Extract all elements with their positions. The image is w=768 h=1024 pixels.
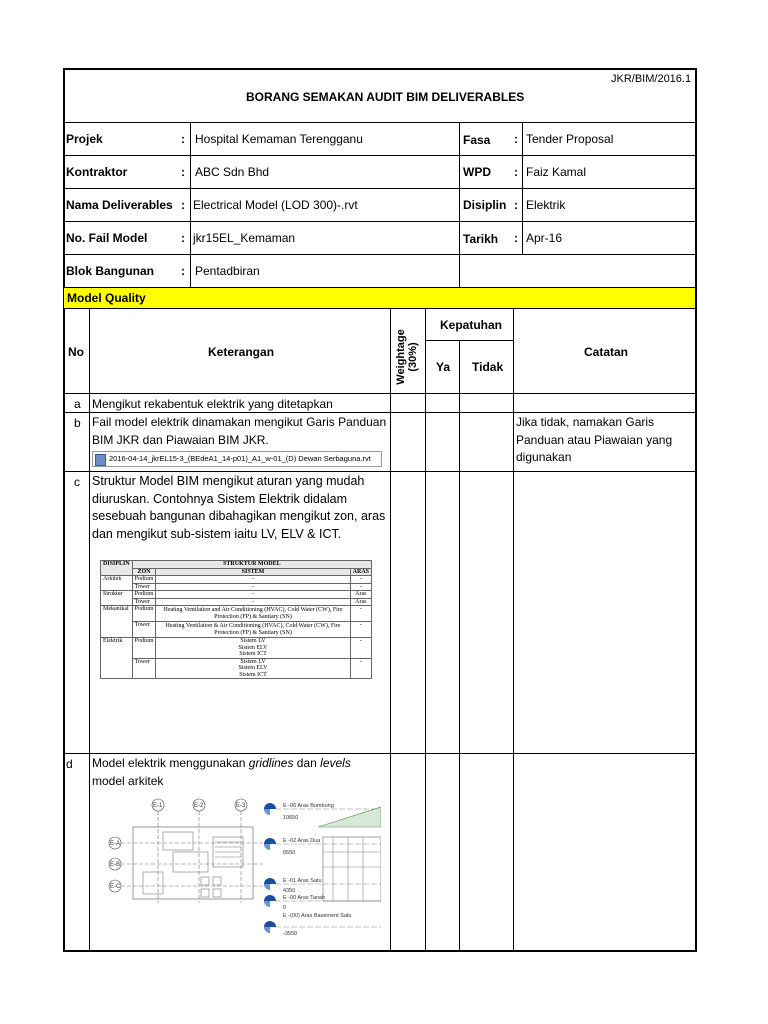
level-2-name: E -02 Aras Dua xyxy=(283,838,321,844)
frame-bottom xyxy=(63,950,697,952)
header-catatan: Catatan xyxy=(584,345,629,359)
wpd-value: Faiz Kamal xyxy=(526,165,587,179)
frame-right xyxy=(695,68,697,952)
header-keterangan: Keterangan xyxy=(208,345,275,359)
level-3-value: 4350 xyxy=(283,888,296,894)
level-1-value: 10650 xyxy=(283,815,299,821)
projek-label: Projek xyxy=(66,132,103,146)
frame-top xyxy=(63,68,697,70)
row-b-no: b xyxy=(74,416,81,430)
level-5-value: -3550 xyxy=(283,931,298,937)
header-tidak: Tidak xyxy=(472,360,504,374)
row-d-no: d xyxy=(66,757,73,771)
frame-left xyxy=(63,68,65,952)
no-fail-value: jkr15EL_Kemaman xyxy=(193,231,296,245)
level-4-value: 0 xyxy=(283,905,287,911)
grid-label-e1: E-1 xyxy=(153,803,163,809)
row-a-no: a xyxy=(74,397,81,411)
colon: : xyxy=(514,165,518,179)
header-kepatuhan: Kepatuhan xyxy=(440,318,503,332)
colon: : xyxy=(181,264,185,278)
projek-value: Hospital Kemaman Terengganu xyxy=(195,132,363,146)
colon: : xyxy=(514,231,518,245)
header-ya: Ya xyxy=(436,360,451,374)
fasa-value: Tender Proposal xyxy=(526,132,614,146)
revit-file-icon xyxy=(95,454,106,466)
level-4-name: E -00 Aras Tanah xyxy=(283,895,326,901)
colon: : xyxy=(181,198,185,212)
title-divider xyxy=(63,122,697,123)
struktur-model-table: DISIPLIN STRUKTUR MODEL ZON SISTEM ARAS Arkitek Podium - - Tower - - Struktur Podium - Aras Tower - Aras Mekanikal Podium Heating Ventilation and Air Conditioning (HVAC), Cold Water (CW), Fire Protection (FP) & Sanitary (SN) - Tower Heating Ventilation & Air Conditioning (HVAC), Cold Water (CW), Fire Protection (FP) & Sanitary (SN) - Elektrik Podium Sistem LV Sistem ELV Sistem ICT - Tower Sistem LV Sistem ELV Sistem ICT - xyxy=(100,560,372,679)
kontraktor-label: Kontraktor xyxy=(66,165,128,179)
row-b-note: Jika tidak, namakan Garis Panduan atau Piawaian yang digunakan xyxy=(516,415,673,464)
row-c-text: Struktur Model BIM mengikut aturan yang mudah diuruskan. Contohnya Sistem Elektrik didalam sesebuah bangunan dibahagikan mengikut zon, aras dan mengikut sub-sistem iaitu LV, ELV & ICT. xyxy=(92,474,386,541)
gridline-plan-image xyxy=(103,797,263,903)
header-weightage: Weightage (30%) xyxy=(395,329,419,385)
colon: : xyxy=(181,231,185,245)
tarikh-value: Apr-16 xyxy=(526,231,563,245)
level-2-value: 6550 xyxy=(283,850,296,856)
colon: : xyxy=(514,132,518,146)
fasa-label: Fasa xyxy=(463,133,491,147)
kontraktor-value: ABC Sdn Bhd xyxy=(195,165,270,179)
section-header-bg xyxy=(64,288,695,308)
disiplin-value: Elektrik xyxy=(526,198,566,212)
file-reference: 2016-04-14_jkrEL15-3_(BEdeA1_14-p01)_A1_w-01_(D) Dewan Serbaguna.rvt xyxy=(92,451,382,467)
grid-label-e3: E-3 xyxy=(236,803,246,809)
header-no: No xyxy=(68,345,84,359)
row-b-text: Fail model elektrik dinamakan mengikut Garis Panduan BIM JKR dan Piawaian BIM JKR. xyxy=(92,415,387,447)
grid-label-ea: E-A xyxy=(110,841,121,847)
row-d-text: Model elektrik menggunakan gridlines dan levels model arkitek xyxy=(92,756,351,788)
blok-label: Blok Bangunan xyxy=(66,264,155,278)
form-title: BORANG SEMAKAN AUDIT BIM DELIVERABLES xyxy=(246,90,525,104)
nama-deliverables-value: Electrical Model (LOD 300)-.rvt xyxy=(193,198,358,212)
nama-deliverables-label: Nama Deliverables xyxy=(66,198,173,212)
row-a-text: Mengikut rekabentuk elektrik yang ditetapkan xyxy=(92,397,333,411)
disiplin-label: Disiplin xyxy=(463,198,507,212)
grid-label-eb: E-B xyxy=(110,862,121,868)
tarikh-label: Tarikh xyxy=(463,232,499,246)
level-3-name: E -01 Aras Satu xyxy=(283,878,322,884)
wpd-label: WPD xyxy=(463,165,491,179)
colon: : xyxy=(514,198,518,212)
gridline-plan-drawing xyxy=(103,797,263,903)
level-section-drawing xyxy=(263,797,381,943)
row-c-no: c xyxy=(74,475,80,489)
blok-value: Pentadbiran xyxy=(195,264,260,278)
level-1-name: E -06 Aras Bumbung xyxy=(283,803,334,809)
doc-code: JKR/BIM/2016.1 xyxy=(611,73,692,85)
colon: : xyxy=(181,132,185,146)
grid-label-ec: E-C xyxy=(110,884,121,890)
colon: : xyxy=(181,165,185,179)
no-fail-label: No. Fail Model xyxy=(66,231,148,245)
grid-label-e2: E-2 xyxy=(194,803,204,809)
level-5-name: E -(00) Aras Basement Satu xyxy=(283,913,352,919)
level-section-image xyxy=(263,797,381,943)
section-title: Model Quality xyxy=(67,291,146,305)
